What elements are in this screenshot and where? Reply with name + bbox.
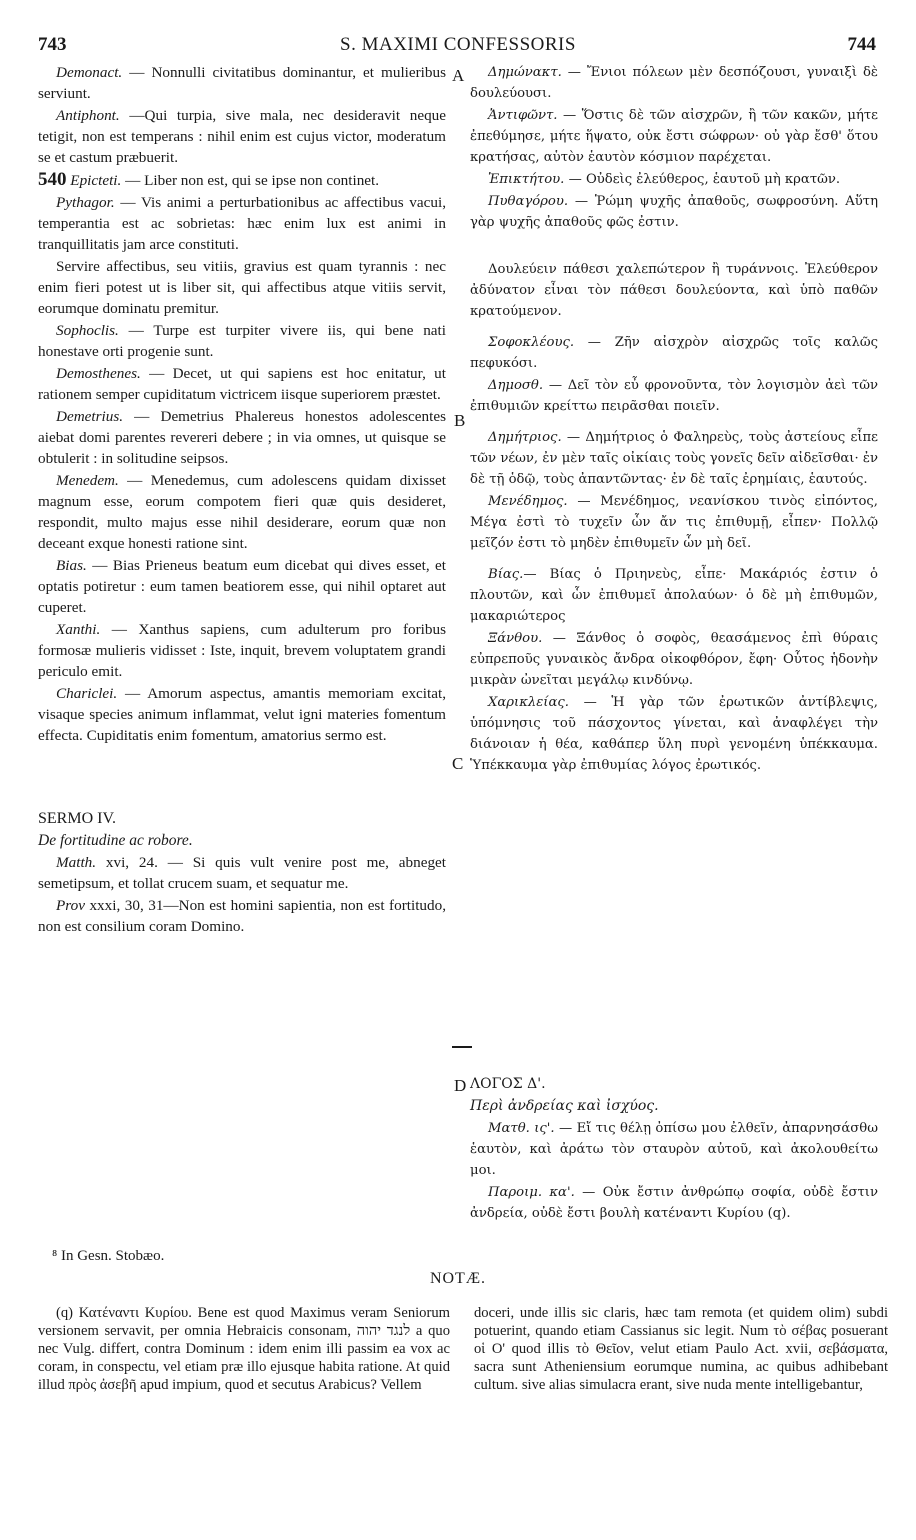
greek-paragraph: Μενέδημος. — Μενέδημος, νεανίσκου τινὸς εἰπόντος, Μέγα ἐστὶ τὸ τυχεῖν ὧν ἄν τις ἐπιθυμῇ, εἶπεν· Πολλῷ μεῖζόν ἐστι τὸ μηδὲν ἐπιθυμεῖν ὧν μὴ δεῖ. — [470, 494, 878, 551]
latin-paragraph: Antiphont. —Qui turpia, sive mala, nec desideravit neque tetigit, non est temperans : nihil enim est cujus victor, moderatum se et castum præbuerit. — [38, 107, 446, 166]
latin-paragraph: Bias. — Bias Prieneus beatum eum dicebat qui dives esset, et optatis potiretur : eum tamen beatiorem esse, qui nihil optaret aut cuperet. — [38, 557, 446, 616]
latin-paragraph: Menedem. — Menedemus, cum adolescens quidam dixisset magnum esse, eorum compotem fieri quæ quis desideret, respondit, multo majus esse nihil desiderare, eorum quæ non deceant exque honesti ratione sint. — [38, 472, 446, 552]
greek-paragraph: Δημώνακτ. — Ἔνιοι πόλεων μὲν δεσπόζουσι, γυναιξὶ δὲ δουλεύουσι. — [470, 65, 878, 101]
greek-paragraph: Δημοσθ. — Δεῖ τὸν εὖ φρονοῦντα, τὸν λογισμὸν ἀεὶ τῶν ἐπιθυμιῶν κρείττω πειρᾶσθαι ποιεῖν. — [470, 378, 878, 414]
latin-paragraph: Pythagor. — Vis animi a perturbationibus ac affectibus vacui, temperantia est ac sobrietas: hæc enim lux est animi in tranquillitatis jam arce constituti. — [38, 194, 446, 253]
footnote: ⁸ In Gesn. Stobæo. — [52, 1248, 165, 1264]
latin-column — [38, 62, 446, 937]
greek-paragraph: Ξάνθου. — Ξάνθος ὁ σοφὸς, θεασάμενος ἐπὶ θύραις εὐπρεποῦς γυναικὸς ἄνδρα οἰκοφθόρον, ἔφη· Οὗτος ἡδονὴν μικρὰν ὠνεῖται μεγάλῳ κινδύνῳ. — [470, 631, 878, 688]
sermo-title-greek: ΛΟΓΟΣ Δ'. — [470, 1076, 546, 1092]
greek-paragraph: Σοφοκλέους. — Ζῆν αἰσχρὸν αἰσχρῶς τοῖς καλῶς πεφυκόσι. — [470, 335, 878, 371]
greek-paragraph: Παροιμ. κα'. — Οὐκ ἔστιν ἀνθρώπῳ σοφία, οὐδὲ ἔστιν ἀνδρεία, οὐδὲ ἔστι βουλὴ κατέναντι Κυρίου (q). — [470, 1185, 878, 1221]
latin-paragraph: Matth. xvi, 24. — Si quis vult venire post me, abneget semetipsum, et tollat crucem suam, et sequatur me. — [38, 854, 446, 892]
page-number-right: 744 — [847, 34, 876, 55]
latin-paragraph: Xanthi. — Xanthus sapiens, cum adulterum pro foribus formosæ mulieris vidisset : Iste, inquit, brevem voluptatem grandi periculo emit. — [38, 621, 446, 680]
latin-paragraph: Servire affectibus, seu vitiis, gravius est quam tyrannis : nec enim fieri potest ut is liber sit, qui affectibus atque vitiis servit, eorumque dominatu premitur. — [38, 258, 446, 317]
greek-paragraph: Ματθ. ις'. — Εἴ τις θέλῃ ὀπίσω μου ἐλθεῖν, ἀπαρνησάσθω ἑαυτὸν, καὶ ἀράτω τὸν σταυρὸν αὐτοῦ, καὶ ἀκολουθείτω μοι. — [470, 1121, 878, 1178]
sermo-title-latin: SERMO IV. — [38, 810, 116, 827]
latin-paragraph: Prov xxxi, 30, 31—Non est homini sapientia, non est fortitudo, non est consilium coram Domino. — [38, 897, 446, 935]
greek-paragraph: Χαρικλείας. — Ἡ γὰρ τῶν ἐρωτικῶν ἀντίβλεψις, ὑπόμνησις τοῦ πάσχοντος γίνεται, καὶ ἀναφλέγει τὴν διάνοιαν ἡ θέα, καθάπερ ὕλη πυρὶ γενομένη ὑπέκκαυμα. Ὑπέκκαυμα γὰρ ἐπιθυμίας λόγος ἐρωτικός. — [470, 695, 878, 773]
greek-paragraph: Δημήτριος. — Δημήτριος ὁ Φαληρεὺς, τοὺς ἀστείους εἶπε τῶν νέων, ἐν μὲν ταῖς οἰκίαις τοὺς γονεῖς δεῖν αἰδεῖσθαι· ἐν δὲ τῇ ὁδῷ, τοὺς ἀπαντῶντας· ἐν δὲ ταῖς ἐρημίαις, ἑαυτούς. — [470, 430, 878, 487]
latin-paragraph: Sophoclis. — Turpe est turpiter vivere iis, qui bene nati honestave orti progenie sunt. — [38, 322, 446, 360]
sermo-subtitle-greek: Περὶ ἀνδρείας καὶ ἰσχύος. — [470, 1098, 659, 1114]
greek-paragraph: Πυθαγόρου. — Ῥώμη ψυχῆς ἀπαθοῦς, σωφροσύνη. Αὕτη γὰρ ψυχῆς ἀπαθοῦς φῶς ἐστιν. — [470, 194, 878, 230]
notes-heading: NOTÆ. — [429, 1270, 487, 1287]
section-divider — [452, 1046, 472, 1048]
margin-letter-d: D — [454, 1076, 467, 1095]
margin-letter-a: A — [452, 66, 465, 85]
margin-letter-b: B — [454, 411, 466, 430]
note-text-left: (q) Κατέναντι Κυρίου. Bene est quod Maximus veram Seniorum versionem servavit, per omnia Hebraicis consonam, לנגד יהוה a quo nec Vulg. differt, contra Dominum : idem enim illi passim ea vox ac coram, in conspectu, vel etiam præ illo ejusque habita ratione. At quid illud πρὸς ἀσεβῆ apud impium, quod et secutus Arabicus? Vellem — [38, 1305, 450, 1393]
page-number-left: 743 — [38, 34, 67, 55]
notes-left-column — [38, 1304, 450, 1394]
latin-paragraph: Demosthenes. — Decet, ut qui sapiens est hoc enitatur, ut rationem semper cupiditatum victricem iisque superiorem præstet. — [38, 365, 446, 403]
latin-paragraph: Demonact. — Nonnulli civitatibus dominantur, et mulieribus serviunt. — [38, 64, 446, 102]
note-text-right: doceri, unde illis sic claris, hæc tam remota (et quidem olim) subdi potuerint, quando etiam Cassianus sic legit. Num τὸ σέβας posuerant οἱ Ο' quod illis τὸ Θεῖον, velut etiam Paulo Act. xvii, σεβάσματα, sacra sunt Atheniensium eorumque numina, ac quibus adhibebant cultum. sive alias simulacra erant, sive nuda mente intelligebantur, — [474, 1305, 888, 1393]
sermo-subtitle-latin: De fortitudine ac robore. — [38, 832, 193, 849]
margin-letter-c: C — [452, 754, 464, 773]
greek-sermo — [470, 1074, 878, 1224]
latin-paragraph: 540 Epicteti. — Liber non est, qui se ipse non continet. — [38, 169, 380, 190]
running-title: S. MAXIMI CONFESSORIS — [340, 34, 576, 55]
latin-paragraph: Demetrius. — Demetrius Phalereus honestos adolescentes aiebat domi parentes revereri debere ; in via omnes, ut quisque se obtulerit : in solitudine seipsos. — [38, 408, 446, 467]
latin-paragraph: Chariclei. — Amorum aspectus, amantis memoriam excitat, visaque species animum inflammat, velut igni materies fomentum effecta. Cupiditatis enim fomentum, amatorius sermo est. — [38, 685, 446, 744]
greek-paragraph: Βίας.— Βίας ὁ Πριηνεὺς, εἶπε· Μακάριός ἐστιν ὁ πλουτῶν, καὶ ὧν ἐπιθυμεῖ ἀπολαύων· ὁ δὲ μὴ ἐπιθυμῶν, μακαριώτερος — [470, 567, 878, 624]
paragraph-number: 540 — [38, 169, 67, 190]
greek-paragraph: Δουλεύειν πάθεσι χαλεπώτερον ἢ τυράννοις. Ἐλεύθερον ἀδύνατον εἶναι τὸν πάθεσι δουλεύοντα, καὶ ὑπὸ παθῶν κρατούμενον. — [470, 262, 878, 319]
greek-paragraph: Ἀντιφῶντ. — Ὅστις δὲ τῶν αἰσχρῶν, ἢ τῶν κακῶν, μήτε ἐπεθύμησε, μήτε ἥψατο, οὐκ ἔστι σώφρων· οὐ γὰρ ἔσθ' ὅτου κρατήσας, αὑτὸν ἑαυτὸν κόσμιον παρέχεται. — [470, 108, 878, 165]
notes-right-column — [474, 1304, 888, 1394]
greek-column — [470, 62, 878, 776]
greek-paragraph: Ἐπικτήτου. — Οὐδεὶς ἐλεύθερος, ἑαυτοῦ μὴ κρατῶν. — [488, 172, 841, 187]
